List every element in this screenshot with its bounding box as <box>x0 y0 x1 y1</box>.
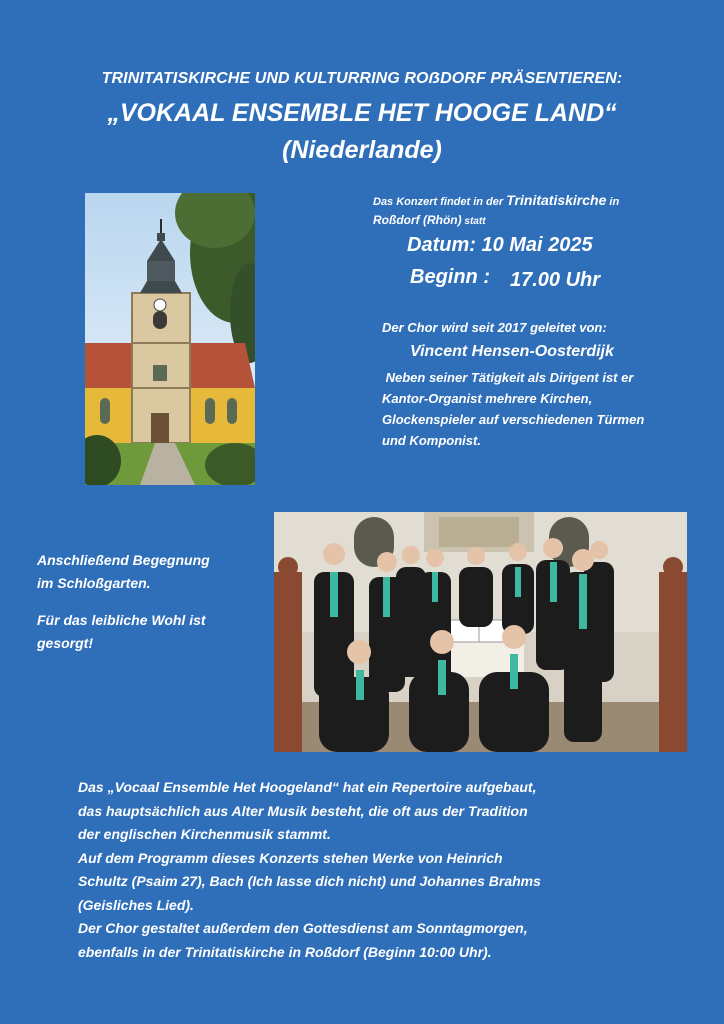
choir-photo <box>274 512 687 752</box>
concert-date: Datum: 10 Mai 2025 <box>407 234 593 256</box>
description-line: Auf dem Programm dieses Konzerts stehen Werke von Heinrich <box>78 849 503 866</box>
ensemble-description <box>78 776 688 964</box>
begin-label: Beginn : <box>410 266 490 288</box>
church-photo <box>85 193 255 485</box>
poster-subtitle: (Niederlande) <box>282 136 442 164</box>
afterwards-line: im Schloßgarten. <box>37 575 151 591</box>
description-line: Das „Vocaal Ensemble Het Hoogeland“ hat ein Repertoire aufgebaut, <box>78 779 537 795</box>
description-line: der englischen Kirchenmusik stammt. <box>78 826 331 842</box>
catering-line: gesorgt! <box>37 635 93 651</box>
bio-line: und Komponist. <box>382 433 481 448</box>
director-bio <box>382 367 692 451</box>
church-name: Trinitatiskirche <box>506 192 607 208</box>
director-name: Vincent Hensen-Oosterdijk <box>410 343 614 360</box>
concert-location-text <box>373 189 693 233</box>
description-line: das hauptsächlich aus Alter Musik besteht, die oft aus der Tradition <box>78 802 528 819</box>
catering-line: Für das leibliche Wohl ist <box>37 612 206 628</box>
concert-intro-b: in <box>606 196 620 208</box>
bio-line: Neben seiner Tätigkeit als Dirigent ist er <box>382 370 634 385</box>
afterwards-line: Anschließend Begegnung <box>37 552 210 568</box>
concert-place: Roßdorf (Rhön) <box>373 213 462 227</box>
bio-line: Glockenspieler auf verschiedenen Türmen <box>382 412 645 427</box>
afterwards-text <box>37 549 267 669</box>
concert-intro-a: Das Konzert findet in der <box>373 196 507 208</box>
description-line: Schultz (Psaim 27), Bach (Ich lasse dich nicht) und Johannes Brahms <box>78 873 541 889</box>
concert-intro-c: statt <box>461 216 486 227</box>
director-intro: Der Chor wird seit 2017 geleitet von: <box>382 320 607 335</box>
description-line: ebenfalls in der Trinitatiskirche in Roßdorf (Beginn 10:00 Uhr). <box>78 943 492 960</box>
bio-line: Kantor-Organist mehrere Kirchen, <box>382 391 593 406</box>
begin-time: 17.00 Uhr <box>510 269 601 291</box>
description-line: Der Chor gestaltet außerdem den Gottesdienst am Sonntagmorgen, <box>78 920 528 936</box>
description-line: (Geisliches Lied). <box>78 896 194 913</box>
poster-title: „VOKAAL ENSEMBLE HET HOOGE LAND“ <box>107 99 617 127</box>
poster-presenter-line: TRINITATISKIRCHE UND KULTURRING ROẞDORF PRÄSENTIEREN: <box>101 70 623 87</box>
